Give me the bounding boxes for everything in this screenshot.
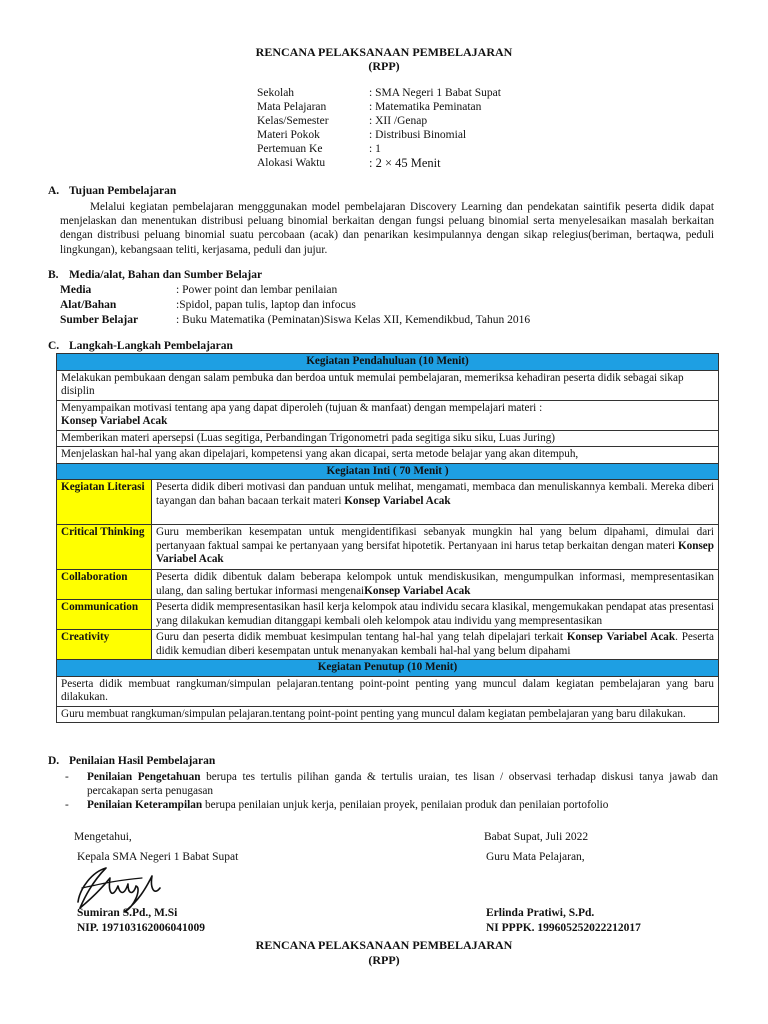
table-row xyxy=(57,354,719,371)
identity-label: Kelas/Semester xyxy=(257,115,329,127)
pendahuluan-item: Melakukan pembukaan dengan salam pembuka dan berdoa untuk memulai pembelajaran, memeriksa kehadiran peserta didik sebagai sikap disiplin xyxy=(57,370,719,400)
section-a-heading xyxy=(48,185,176,197)
inti-desc xyxy=(152,525,719,570)
section-d-heading xyxy=(48,755,215,767)
identity-value: : 1 xyxy=(369,143,381,155)
table-row xyxy=(57,600,719,630)
headmaster-nip xyxy=(77,921,205,935)
table-row xyxy=(57,430,719,447)
section-title: Tujuan Pembelajaran xyxy=(69,185,177,197)
pendahuluan-item: Memberikan materi apersepsi (Luas segitiga, Perbandingan Trigonometri pada segitiga siku siku, Luas Juring) xyxy=(57,430,719,447)
table-row xyxy=(57,570,719,600)
footer-subtitle: (RPP) xyxy=(368,953,400,967)
inti-label: Kegiatan Literasi xyxy=(57,480,152,525)
inti-desc xyxy=(152,570,719,600)
inti-topic: Konsep Variabel Acak xyxy=(364,584,471,597)
assessment-desc: berupa penilaian unjuk kerja, penilaian proyek, penilaian produk dan penilaian portofolio xyxy=(202,799,609,811)
media-row xyxy=(60,298,530,313)
pendahuluan-item xyxy=(57,400,719,430)
section-number: C. xyxy=(48,340,60,352)
identity-label: Alokasi Waktu xyxy=(257,157,326,169)
document-title: RENCANA PELAKSANAAN PEMBELAJARAN xyxy=(255,45,513,59)
section-c-heading xyxy=(48,340,233,352)
table-row xyxy=(57,463,719,480)
identity-value: : Matematika Peminatan xyxy=(369,101,482,113)
inti-topic: Konsep Variabel Acak xyxy=(344,494,451,507)
list-item xyxy=(60,798,718,812)
media-row xyxy=(60,283,530,298)
media-label: Alat/Bahan xyxy=(60,299,117,311)
identity-value: : SMA Negeri 1 Babat Supat xyxy=(369,87,501,99)
section-title: Langkah-Langkah Pembelajaran xyxy=(69,340,233,352)
pendahuluan-item: Menjelaskan hal-hal yang akan dipelajari, kompetensi yang akan dicapai, serta metode belajar yang akan ditempuh, xyxy=(57,447,719,464)
pendahuluan-topic: Konsep Variabel Acak xyxy=(61,415,168,427)
nip-text: NI PPPK. 199605252022212017 xyxy=(486,922,641,934)
nip-text: NIP. 197103162006041009 xyxy=(77,922,205,934)
identity-row xyxy=(257,142,501,156)
sign-right-line2: Guru Mata Pelajaran, xyxy=(486,851,585,863)
inti-text: Peserta didik diberi motivasi dan panduan untuk melihat, mengamati, membaca dan menuliskannya kembali. Mereka diberi tayangan dan bahan bacaan terkait materi xyxy=(156,481,714,507)
inti-text: Guru dan peserta didik membuat kesimpulan tentang hal-hal yang telah dipelajari terkait xyxy=(156,631,567,643)
inti-label: Collaboration xyxy=(57,570,152,600)
identity-label: Pertemuan Ke xyxy=(257,143,323,155)
section-b-heading xyxy=(48,269,262,281)
identity-row xyxy=(257,86,501,100)
table-row xyxy=(57,706,719,723)
inti-text: Guru memberikan kesempatan untuk mengidentifikasi sebanyak mungkin hal yang belum dipahami, dimulai dari pertanyaan faktual sampai ke pertanyaan yang bersifat hipotetik. Pertanyaan ini harus tetap berkaitan dengan materi xyxy=(156,526,714,552)
sign-left-line2: Kepala SMA Negeri 1 Babat Supat xyxy=(77,851,239,863)
learning-steps-table xyxy=(56,353,719,723)
table-row xyxy=(57,480,719,525)
identity-row xyxy=(257,100,501,114)
assessment-type: Penilaian Keterampilan xyxy=(87,799,203,811)
assessment-desc: berupa tes tertulis pilihan ganda & tertulis uraian, tes lisan / observasi terhadap diskusi tanya jawab dan percakapan serta penugasan xyxy=(87,771,718,797)
bullet-dash: - xyxy=(65,799,69,811)
table-row xyxy=(57,447,719,464)
section-number: A. xyxy=(48,185,60,197)
media-value: : Buku Matematika (Peminatan)Siswa Kelas XII, Kemendikbud, Tahun 2016 xyxy=(176,314,531,326)
table-row xyxy=(57,400,719,430)
table-row xyxy=(57,676,719,706)
identity-label: Materi Pokok xyxy=(257,129,320,141)
identity-block xyxy=(257,86,501,170)
identity-label: Mata Pelajaran xyxy=(257,101,327,113)
inti-desc: Peserta didik mempresentasikan hasil kerja kelompok atau individu secara klasikal, mengemukakan pendapat atas presentasi yang dilakukan kemudian ditanggapi kembali oleh kelompok atau individu yang mempresentasikan xyxy=(152,600,719,630)
sign-left-line1: Mengetahui, xyxy=(74,831,132,843)
media-row xyxy=(60,313,530,328)
section-title: Media/alat, Bahan dan Sumber Belajar xyxy=(69,269,263,281)
identity-value: : 2 × 45 Menit xyxy=(369,156,441,170)
inti-text-after: . Peserta didik kemudian diberi kesempatan untuk menanyakan kembali hal-hal yang belum dipahami xyxy=(156,631,715,657)
assessment-type: Penilaian Pengetahuan xyxy=(87,771,201,783)
identity-value: : XII /Genap xyxy=(369,115,428,127)
list-item xyxy=(60,770,718,798)
inti-label: Creativity xyxy=(57,630,152,660)
document-subtitle: (RPP) xyxy=(368,59,400,73)
assessment-list xyxy=(60,770,718,812)
table-row xyxy=(57,630,719,660)
media-label: Sumber Belajar xyxy=(60,314,139,326)
name-text: Erlinda Pratiwi, S.Pd. xyxy=(486,907,595,919)
media-list xyxy=(60,283,530,328)
pendahuluan-header: Kegiatan Pendahuluan (10 Menit) xyxy=(57,354,719,371)
identity-row xyxy=(257,156,501,170)
teacher-name xyxy=(486,906,594,920)
penutup-item: Guru membuat rangkuman/simpulan pelajaran.tentang point-point penting yang muncul dalam kegiatan pembelajaran yang baru dilakukan. xyxy=(57,706,719,723)
penutup-header: Kegiatan Penutup (10 Menit) xyxy=(57,660,719,677)
inti-topic: Konsep Variabel Acak xyxy=(156,539,714,565)
inti-label: Critical Thinking xyxy=(57,525,152,570)
identity-row xyxy=(257,114,501,128)
media-value: : Power point dan lembar penilaian xyxy=(176,284,338,296)
section-title: Penilaian Hasil Pembelajaran xyxy=(69,755,216,767)
identity-row xyxy=(257,128,501,142)
table-row xyxy=(57,660,719,677)
inti-label: Communication xyxy=(57,600,152,630)
pendahuluan-text: Menyampaikan motivasi tentang apa yang dapat diperoleh (tujuan & manfaat) dengan mempelajari materi : xyxy=(61,401,543,414)
teacher-nip xyxy=(486,921,641,935)
table-row xyxy=(57,370,719,400)
table-row xyxy=(57,525,719,570)
identity-value: : Distribusi Binomial xyxy=(369,129,467,141)
footer-title: RENCANA PELAKSANAAN PEMBELAJARAN xyxy=(255,938,513,952)
headmaster-name xyxy=(77,906,177,920)
media-value: :Spidol, papan tulis, laptop dan infocus xyxy=(176,299,356,311)
media-label: Media xyxy=(60,284,92,296)
sign-right-line1: Babat Supat, Juli 2022 xyxy=(484,831,589,843)
inti-topic: Konsep Variabel Acak xyxy=(566,631,676,643)
inti-desc xyxy=(152,480,719,525)
section-number: D. xyxy=(48,755,60,767)
tujuan-paragraph: Melalui kegiatan pembelajaran mengggunakan model pembelajaran Discovery Learning dan pendekatan saintifik peserta didik dapat menjelaskan dan menentukan distribusi peluang binomial berkaitan dengan fungsi peluang binomial serta menyelesaikan masalah berkaitan dengan distribusi peluang binomial suatu percobaan (acak) dan penarikan kesimpulannya dengan sikap relegius(beriman, bertaqwa, peduli lingkungan), kebangsaan teliti, kerjasama, peduli dan jujur. xyxy=(60,201,714,256)
identity-label: Sekolah xyxy=(257,87,295,99)
penutup-item: Peserta didik membuat rangkuman/simpulan pelajaran.tentang point-point penting yang muncul dalam kegiatan pembelajaran yang baru dilakukan. xyxy=(57,676,719,706)
name-text: Sumiran S.Pd., M.Si xyxy=(77,907,178,919)
inti-header: Kegiatan Inti ( 70 Menit ) xyxy=(57,463,719,480)
section-number: B. xyxy=(48,269,59,281)
inti-desc xyxy=(152,630,719,660)
inti-text: Peserta didik dibentuk dalam beberapa kelompok untuk mendiskusikan, mengumpulkan informasi, mempresentasikan ulang, dan saling bertukar informasi mengenai xyxy=(156,571,714,597)
bullet-dash: - xyxy=(65,771,69,783)
